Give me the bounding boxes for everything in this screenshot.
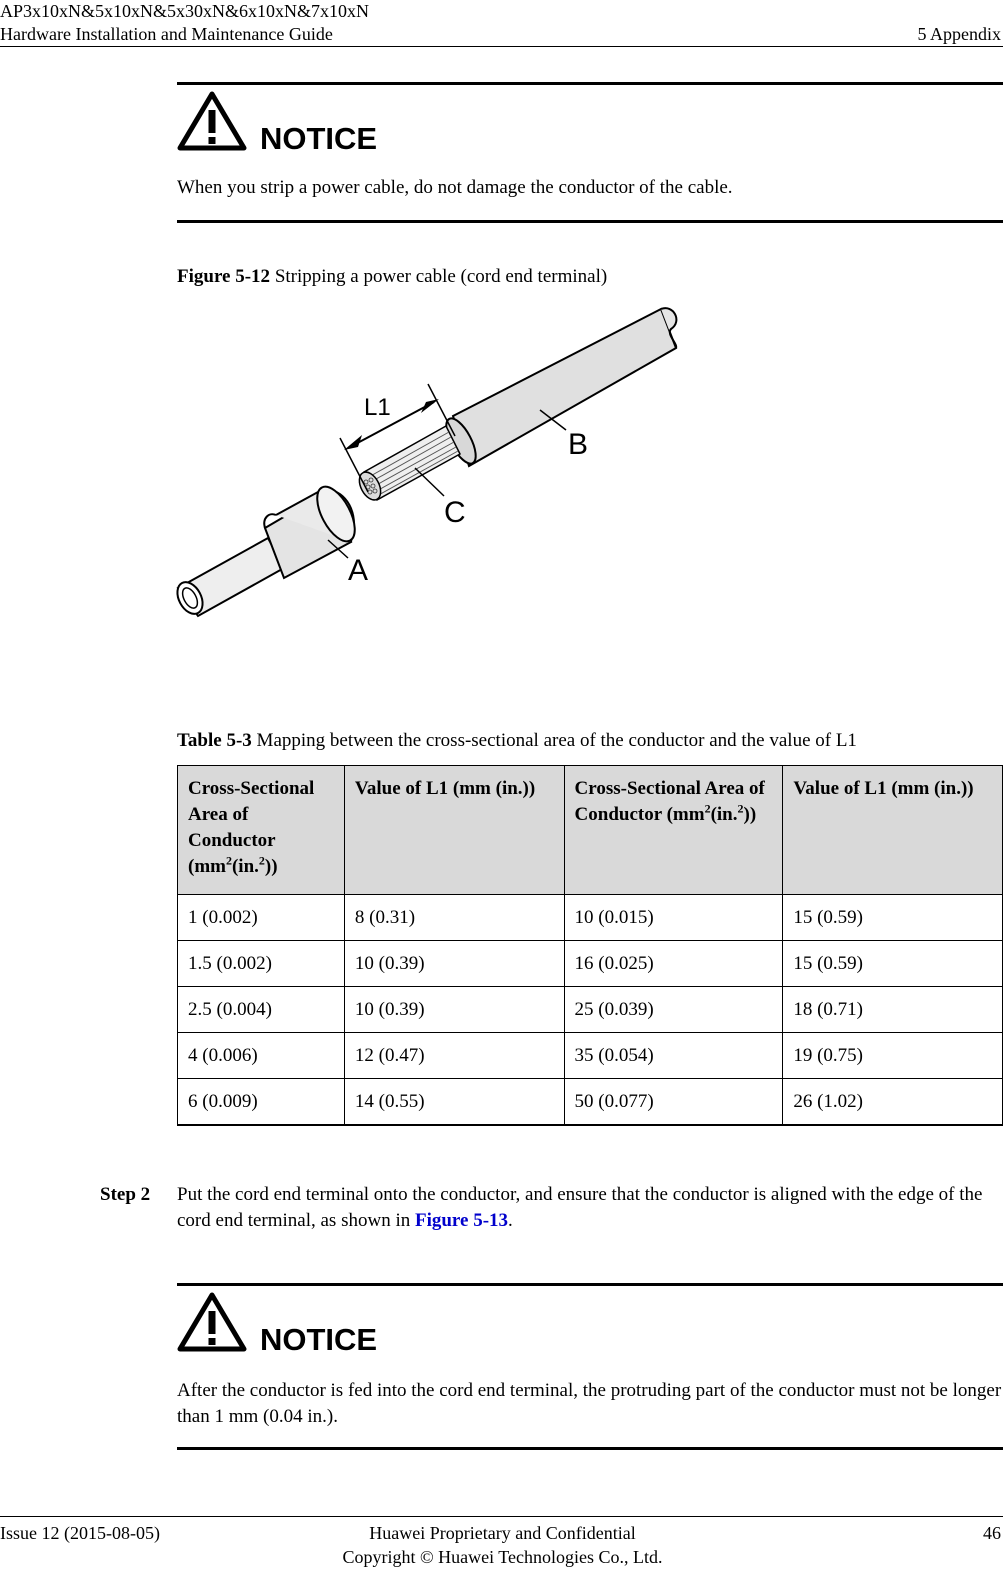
- notice-text: After the conductor is fed into the cord end terminal, the protruding part of the conductor must not be longer than 1 mm (0.04 in.).: [177, 1380, 1002, 1427]
- cable-insulation: [440, 308, 676, 468]
- header-product-line: AP3x10xN&5x10xN&5x30xN&6x10xN&7x10xN: [0, 1, 370, 21]
- l1-mapping-table: [177, 765, 1003, 1126]
- notice-bottom-rule: [177, 220, 1003, 223]
- cable-stripping-figure: [168, 296, 698, 626]
- header-cell: Value of L1 (mm (in.)): [783, 766, 1003, 895]
- table-cell: 15 (0.59): [783, 941, 1003, 987]
- table-header-row: [178, 766, 1003, 895]
- step-text: Put the cord end terminal onto the conductor, and ensure that the conductor is aligned with the edge of the cord end terminal, as shown in Figure 5-13.: [177, 1184, 983, 1231]
- table-caption-number: Table 5-3: [177, 730, 252, 751]
- table-cell: 18 (0.71): [783, 987, 1003, 1033]
- table-row: [178, 895, 1003, 941]
- table-cell: 2.5 (0.004): [178, 987, 345, 1033]
- leader-c: [415, 468, 444, 496]
- label-a: A: [348, 554, 369, 587]
- table-cell: 10 (0.015): [564, 895, 783, 941]
- header-cell: Cross-Sectional Area of Conductor $(mm^2(in.^2))$: [564, 766, 783, 895]
- table-cell: 1.5 (0.002): [178, 941, 345, 987]
- header-cell: Cross-Sectional Area of Conductor $(mm^2(in.^2))$: [178, 766, 345, 895]
- notice-title: NOTICE: [260, 1322, 378, 1357]
- table-caption: [177, 730, 857, 752]
- notice-bottom-rule: [177, 1447, 1003, 1450]
- table-caption-text: Mapping between the cross-sectional area of the conductor and the value of L1: [251, 730, 857, 751]
- notice-top-rule: [177, 1283, 1003, 1286]
- figure-caption-text: Stripping a power cable (cord end terminal): [270, 266, 608, 287]
- table-cell: 6 (0.009): [178, 1079, 345, 1126]
- figure-5-13-link[interactable]: Figure 5-13: [414, 1210, 509, 1231]
- table-cell: 8 (0.31): [344, 895, 564, 941]
- table-row: [178, 1033, 1003, 1079]
- label-l1: L1: [364, 394, 391, 421]
- warning-icon: [177, 1292, 247, 1352]
- table-cell: 35 (0.054): [564, 1033, 783, 1079]
- header-section: 5 Appendix: [917, 24, 1001, 44]
- step-label: Step 2: [100, 1184, 151, 1205]
- table-cell: 19 (0.75): [783, 1033, 1003, 1079]
- footer-confidential: Huawei Proprietary and Confidential: [369, 1523, 636, 1543]
- figure-caption: [177, 266, 607, 288]
- table-cell: 1 (0.002): [178, 895, 345, 941]
- table-cell: 14 (0.55): [344, 1079, 564, 1126]
- table-cell: 26 (1.02): [783, 1079, 1003, 1126]
- footer-issue: Issue 12 (2015-08-05): [0, 1523, 160, 1543]
- table-row: [178, 941, 1003, 987]
- figure-caption-number: Figure 5-12: [177, 266, 271, 287]
- table-cell: 16 (0.025): [564, 941, 783, 987]
- cord-end-terminal: [172, 481, 362, 618]
- table-row: [178, 987, 1003, 1033]
- footer-rule: [0, 1516, 1003, 1517]
- page-number: 46: [983, 1523, 1001, 1543]
- table-cell: 10 (0.39): [344, 941, 564, 987]
- table-cell: 10 (0.39): [344, 987, 564, 1033]
- stripped-conductor: [355, 426, 460, 503]
- table-cell: 4 (0.006): [178, 1033, 345, 1079]
- notice-text: When you strip a power cable, do not damage the conductor of the cable.: [177, 177, 733, 198]
- warning-icon: [177, 91, 247, 151]
- table-cell: 25 (0.039): [564, 987, 783, 1033]
- footer-copyright: Copyright © Huawei Technologies Co., Ltd.: [342, 1547, 663, 1567]
- header-rule: [0, 46, 1003, 47]
- table-row: [178, 1079, 1003, 1126]
- header-cell: Value of L1 (mm (in.)): [344, 766, 564, 895]
- table-cell: 15 (0.59): [783, 895, 1003, 941]
- notice-title: NOTICE: [260, 121, 378, 156]
- label-c: C: [444, 496, 466, 529]
- table-cell: 50 (0.077): [564, 1079, 783, 1126]
- notice-top-rule: [177, 82, 1003, 85]
- header-guide-title: Hardware Installation and Maintenance Guide: [0, 24, 333, 44]
- label-b: B: [568, 428, 589, 461]
- table-cell: 12 (0.47): [344, 1033, 564, 1079]
